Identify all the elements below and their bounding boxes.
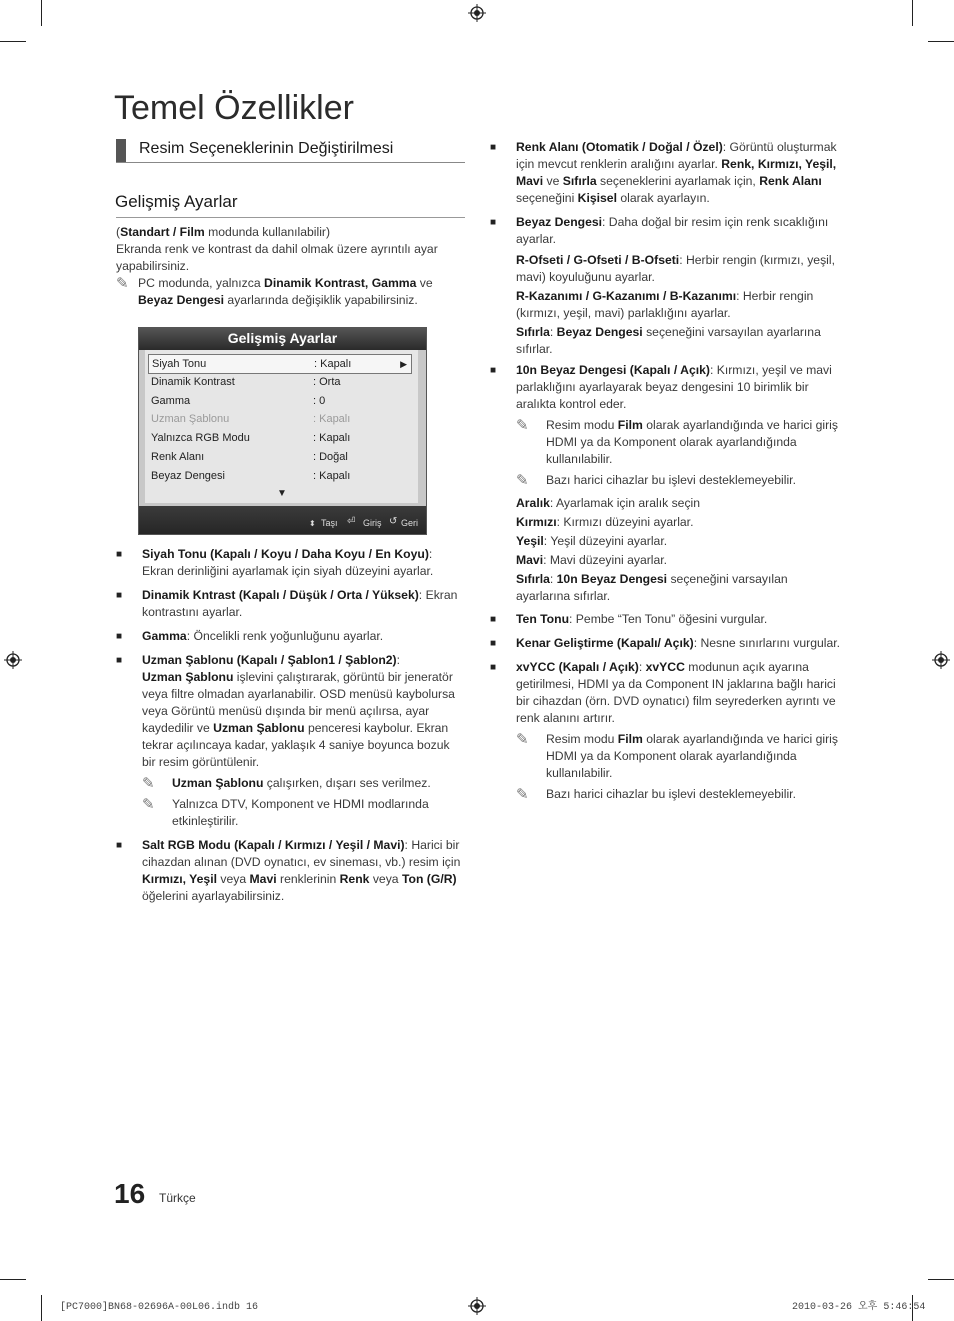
- enter-icon: ⏎: [347, 516, 356, 527]
- page-title: Temel Özellikler: [114, 89, 354, 127]
- menu-item-gamma[interactable]: Gamma : 0: [151, 395, 326, 407]
- menu-item-siyah-tonu[interactable]: Siyah Tonu : Kapalı ▶: [148, 354, 412, 374]
- note-pencil-icon: ✎: [516, 786, 529, 803]
- note: ✎ Uzman Şablonu çalışırken, dışarı ses verilmez.: [142, 775, 431, 792]
- note-pencil-icon: ✎: [516, 472, 529, 489]
- registration-mark-icon: [932, 651, 950, 669]
- language-label: Türkçe: [159, 1191, 196, 1205]
- up-down-arrow-icon: ⬍: [309, 519, 316, 528]
- menu-footer: [139, 506, 426, 534]
- list-item: ■ Salt RGB Modu (Kapalı / Kırmızı / Yeşil / Mavi): Harici bir cihazdan alınan (DVD oynatıcı, ev sineması, vb.) resim için Kırmızı, Yeşil veya Mavi renklerinin Renk veya Ton (G/R) öğelerini ayarlayabilirsiniz.: [116, 838, 461, 903]
- intro-paragraph: (Standart / Film modunda kullanılabilir) Ekranda renk ve kontrast da dahil olmak üzere ayrıntılı ayar yapabilirsiniz. ✎ PC modunda, yalnızca Dinamik Kontrast, Gamma ve Beyaz Dengesi ayarlarında değişiklik yapabilirsiniz.: [116, 225, 438, 307]
- list-item: ■ Ten Tonu: Pembe “Ten Tonu” öğesini vurgular.: [490, 612, 768, 626]
- footer-file-info: [PC7000]BN68-02696A-00L06.indb 16: [60, 1302, 259, 1313]
- section-divider: [116, 162, 465, 163]
- osd-menu: [138, 327, 427, 535]
- square-bullet-icon: ■: [490, 662, 497, 673]
- note: ✎ Yalnızca DTV, Komponent ve HDMI modlarında etkinleştirilir.: [142, 796, 429, 828]
- square-bullet-icon: ■: [490, 365, 497, 376]
- return-icon: ↺: [389, 516, 398, 527]
- crop-mark: [0, 1279, 26, 1280]
- list-item: ■ Dinamik Kntrast (Kapalı / Düşük / Orta / Yüksek): Ekran kontrastını ayarlar.: [116, 588, 458, 619]
- left-bullet-list: [116, 546, 466, 905]
- menu-body: [145, 350, 418, 503]
- subsection-title: Gelişmiş Ayarlar: [115, 192, 238, 211]
- crop-mark: [928, 41, 954, 42]
- chevron-right-icon: ▶: [400, 359, 407, 369]
- section-bar: [116, 139, 126, 163]
- list-item: ■ Siyah Tonu (Kapalı / Koyu / Daha Koyu / En Koyu): Ekran derinliğini ayarlamak için siyah düzeyini ayarlar.: [116, 547, 434, 578]
- menu-item-dinamik-kontrast[interactable]: Dinamik Kontrast : Orta: [151, 376, 341, 388]
- square-bullet-icon: ■: [490, 614, 497, 625]
- crop-mark: [41, 1295, 42, 1321]
- page-number: 16: [114, 1178, 146, 1209]
- square-bullet-icon: ■: [116, 549, 123, 560]
- crop-mark: [912, 0, 913, 26]
- square-bullet-icon: ■: [116, 655, 123, 666]
- section-title: Resim Seçeneklerinin Değiştirilmesi: [139, 140, 394, 157]
- crop-mark: [41, 0, 42, 26]
- note-pencil-icon: ✎: [142, 796, 155, 813]
- list-item: ■ xvYCC (Kapalı / Açık): xvYCC modunun açık ayarına getirilmesi, HDMI ya da Component IN jaklarına bağlı harici bir cihazdan (örn. DVD oynatıcı) film seyrederken ayrıntı ve renk alanını artırır.: [490, 660, 836, 725]
- footer-back-label: Geri: [401, 518, 419, 528]
- menu-item-beyaz-dengesi[interactable]: Beyaz Dengesi : Kapalı: [151, 470, 351, 482]
- subsection-divider: [116, 217, 465, 218]
- list-item: ■ Beyaz Dengesi: Daha doğal bir resim için renk sıcaklığını ayarlar.: [490, 215, 829, 246]
- footer-timestamp: 2010-03-26 오후 5:46:54: [792, 1302, 926, 1313]
- footer-move-label: Taşı: [321, 518, 338, 528]
- menu-title: Gelişmiş Ayarlar: [139, 328, 426, 350]
- crop-mark: [928, 1279, 954, 1280]
- list-item: ■ Kenar Geliştirme (Kapalı/ Açık): Nesne sınırlarını vurgular.: [490, 636, 841, 650]
- registration-mark-icon: [468, 4, 486, 22]
- note-pencil-icon: ✎: [142, 775, 155, 792]
- list-item: ■ Gamma: Öncelikli renk yoğunluğunu ayarlar.: [116, 629, 384, 643]
- square-bullet-icon: ■: [490, 142, 497, 153]
- note: ✎ Resim modu Film olarak ayarlandığında ve harici giriş HDMI ya da Komponent olarak ayarlandığında kullanılabilir.: [516, 731, 838, 780]
- square-bullet-icon: ■: [116, 840, 123, 851]
- note: ✎ Bazı harici cihazlar bu işlevi desteklemeyebilir.: [516, 786, 796, 803]
- list-item: ■ 10n Beyaz Dengesi (Kapalı / Açık): Kırmızı, yeşil ve mavi parlaklığını ayarlayarak beyaz dengesini 10 birimlik bir aralıkta kontrol eder.: [490, 363, 832, 411]
- square-bullet-icon: ■: [490, 638, 497, 649]
- note-pencil-icon: ✎: [516, 731, 529, 748]
- menu-item-yalnizca-rgb[interactable]: Yalnızca RGB Modu : Kapalı: [151, 432, 351, 444]
- menu-item-renk-alani[interactable]: Renk Alanı : Doğal: [151, 451, 348, 463]
- note-pencil-icon: ✎: [116, 275, 129, 292]
- menu-item-uzman-sablonu: Uzman Şablonu : Kapalı: [151, 413, 351, 425]
- note-pencil-icon: ✎: [516, 417, 529, 434]
- list-item: ■ Uzman Şablonu (Kapalı / Şablon1 / Şablon2): Uzman Şablonu işlevini çalıştırarak, görüntü bir jeneratör veya filtre olmadan ayarlanabilir. OSD menüsü kaybolursa veya Görüntü menüsü dışında bir menü açılırsa, ayar kaydedilir ve Uzman Şablonu penceresi kaybolur. Ekran tekrar açılıncaya kadar, yaklaşık 4 saniye boyunca bozuk bir resim görüntülenir.: [116, 653, 455, 769]
- list-item: ■ Renk Alanı (Otomatik / Doğal / Özel): Görüntü oluşturmak için mevcut renklerin aralığını ayarlar. Renk, Kırmızı, Yeşil, Mavi ve Sıfırla seçeneklerini ayarlamak için, Renk Alanı seçeneğini Kişisel olarak ayarlayın.: [490, 140, 837, 205]
- registration-mark-icon: [4, 651, 22, 669]
- square-bullet-icon: ■: [116, 590, 123, 601]
- crop-mark: [0, 41, 26, 42]
- square-bullet-icon: ■: [116, 631, 123, 642]
- note: ✎ Bazı harici cihazlar bu işlevi desteklemeyebilir.: [516, 472, 796, 489]
- note: ✎ Resim modu Film olarak ayarlandığında ve harici giriş HDMI ya da Komponent olarak ayarlandığında kullanılabilir.: [516, 417, 838, 466]
- registration-mark-icon: [468, 1297, 486, 1315]
- footer-enter-label: Giriş: [363, 518, 382, 528]
- scroll-down-icon[interactable]: ▼: [277, 488, 287, 499]
- square-bullet-icon: ■: [490, 217, 497, 228]
- right-bullet-list: ■ Renk Alanı (Otomatik / Doğal / Özel): Görüntü oluşturmak için mevcut renklerin aralığını ayarlar. Renk, Kırmızı, Yeşil, Mavi ve Sıfırla seçeneklerini ayarlamak için, Renk Alanı seçeneğini Kişisel olarak ayarlayın. ■ Beyaz Dengesi: Daha doğal bir resim için renk sıcaklığını ayarlar. R-Ofseti / G-Ofseti / B-Ofseti: Herbir rengin (kırmızı, yeşil, mavi) koyuluğunu ayarlar. R-Kazanımı / G-Kazanımı / B-Kazanımı: Herbir rengin (kırmızı, yeşil, mavi) parlaklığını ayarlar. Sıfırla: Beyaz Dengesi seçeneğini varsayılan ayarlarına sıfırlar. ■ 10n Beyaz Dengesi (Kapalı / Açık): Kırmızı, yeşil ve mavi parlaklığını ayarlayarak beyaz dengesini 10 birimlik bir aralıkta kontrol eder. ✎ Resim modu Film olarak ayarlandığında ve harici giriş HDMI ya da Komponent olarak ayarlandığında kullanılabilir. ✎ Bazı harici cihazlar bu işlevi desteklemeyebilir. Aralık: Ayarlamak için aralık seçin Kırmızı: Kırmızı düzeyini ayarlar. Yeşil: Yeşil düzeyini ayarlar. Mavi: Mavi düzeyini ayarlar. Sıfırla: 10n Beyaz Dengesi seçeneğini varsayılan ayarlarına sıfırlar. ■ Ten Tonu: Pembe “Ten Tonu” öğesini vurgular. ■ Kenar Geliştirme (Kapalı/ Açık): Nesne sınırlarını vurgular. ■ xvYCC (Kapalı / Açık): xvYCC modunun açık ayarına getirilmesi, HDMI ya da Component IN jaklarına bağlı harici bir cihazdan (örn. DVD oynatıcı) film seyrederken ayrıntı ve renk alanını artırır. ✎ Resim modu Film olarak ayarlandığında ve harici giriş HDMI ya da Komponent olarak ayarlandığında kullanılabilir. ✎ Bazı harici cihazlar bu işlevi desteklemeyebilir.: [490, 140, 841, 803]
